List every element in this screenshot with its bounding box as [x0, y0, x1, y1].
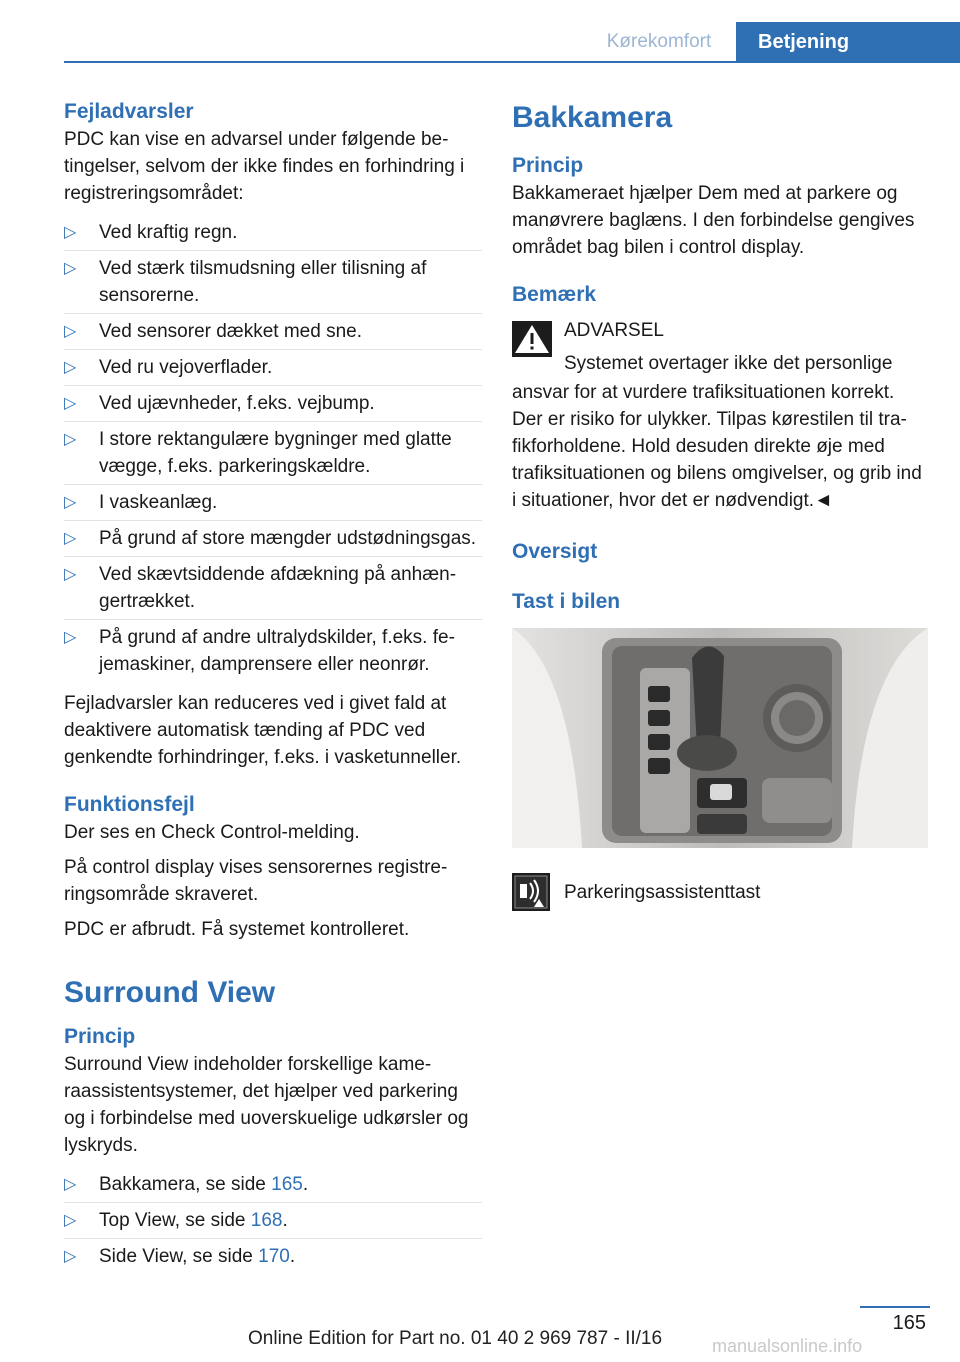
funk-p1: Der ses en Check Control-melding.	[64, 822, 360, 843]
triangle-bullet-icon: ▷	[64, 224, 77, 241]
list-item: ▷ Side View, se side 170.	[64, 1239, 482, 1274]
list-item: ▷ Ved ujævnheder, f.eks. vejbump.	[64, 386, 482, 422]
list-item: ▷ Bakkamera, se side 165.	[64, 1167, 482, 1203]
heading-sv-princip: Princip	[64, 1025, 136, 1048]
warning-block	[512, 317, 930, 514]
list-item: ▷ I vaskeanlæg.	[64, 485, 482, 521]
list-item: ▷ Ved kraftig regn.	[64, 215, 482, 251]
heading-tast-i-bilen: Tast i bilen	[512, 590, 621, 613]
header-tab-korekomfort[interactable]: Kørekomfort	[606, 31, 712, 52]
triangle-bullet-icon: ▷	[64, 629, 77, 646]
fejl-intro: PDC kan vise en advarsel under følgende betingelser, selvom der ikke findes en forhindring i registreringsområdet:	[64, 129, 465, 204]
parking-button-label: Parkeringsassistenttast	[564, 882, 761, 903]
sv-list	[64, 1167, 482, 1274]
parking-assistant-button-icon	[512, 873, 550, 911]
fejl-outro: Fejladvarsler kan reduceres ved i givet fald at deaktivere automatisk tænding af PDC ved genkendte forhindringer, f.eks. i vasketunneller.	[64, 693, 462, 768]
list-item: ▷ Ved ru vejoverflader.	[64, 350, 482, 386]
page-link-165[interactable]: 165	[271, 1174, 303, 1195]
warning-triangle-icon	[512, 321, 552, 357]
list-item: ▷ I store rektangulære bygninger med glatte vægge, f.eks. parkeringskældre.	[64, 422, 482, 485]
triangle-bullet-icon: ▷	[64, 431, 77, 448]
parking-button-row	[512, 873, 930, 915]
warning-first-line: Systemet overtager ikke det personlige	[564, 353, 893, 374]
fejl-list	[64, 215, 482, 682]
triangle-bullet-icon: ▷	[64, 566, 77, 583]
triangle-bullet-icon: ▷	[64, 260, 77, 277]
warning-label: ADVARSEL	[564, 320, 664, 341]
list-item: ▷ Ved stærk tilsmudsning eller tilisning af sensorerne.	[64, 251, 482, 314]
left-column	[64, 98, 482, 1274]
heading-bemaerk: Bemærk	[512, 283, 597, 306]
triangle-bullet-icon: ▷	[64, 1176, 77, 1193]
page-number-rule	[860, 1306, 930, 1308]
center-console-photo	[512, 628, 928, 848]
triangle-bullet-icon: ▷	[64, 395, 77, 412]
triangle-bullet-icon: ▷	[64, 359, 77, 376]
list-item: ▷ Top View, se side 168.	[64, 1203, 482, 1239]
triangle-bullet-icon: ▷	[64, 1212, 77, 1229]
sv-princip-text: Surround View indeholder forskellige kameraassistentsystemer, det hjælper ved parkering og i forbindelse med uoverskuelige udkørsler og lyskryds.	[64, 1054, 469, 1156]
triangle-bullet-icon: ▷	[64, 323, 77, 340]
princip-text: Bakkameraet hjælper Dem med at parkere og manøvrere baglæns. I den forbindelse gengives området bag bilen i control display.	[512, 183, 915, 258]
page-link-168[interactable]: 168	[250, 1210, 283, 1231]
watermark: manualsonline.info	[712, 1336, 863, 1356]
heading-oversigt: Oversigt	[512, 540, 598, 563]
warning-body: ansvar for at vurdere trafiksituationen korrekt. Der er risiko for ulykker. Tilpas kørestilen til trafikforholdene. Hold desuden direkte øje med trafiksituationen og bilens omgivelser, og grib ind i situationer, hvor det er nødvendigt.◄	[512, 382, 922, 511]
list-item: ▷ På grund af andre ultralydskilder, f.eks. fejemaskiner, damprensere eller neonrør.	[64, 620, 482, 682]
right-column	[512, 98, 930, 915]
edition-footer: Online Edition for Part no. 01 40 2 969 787 - II/16	[248, 1328, 663, 1349]
heading-princip: Princip	[512, 154, 584, 177]
triangle-bullet-icon: ▷	[64, 1248, 77, 1265]
triangle-bullet-icon: ▷	[64, 494, 77, 511]
list-item: ▷ På grund af store mængder udstødningsgas.	[64, 521, 482, 557]
heading-funktionsfejl: Funktionsfejl	[64, 793, 195, 816]
page-link-170[interactable]: 170	[258, 1246, 290, 1267]
funk-p3: PDC er afbrudt. Få systemet kontrolleret.	[64, 919, 410, 940]
page-number: 165	[892, 1312, 926, 1334]
header-tab-betjening[interactable]: Betjening	[736, 22, 960, 62]
list-item: ▷ Ved sensorer dækket med sne.	[64, 314, 482, 350]
triangle-bullet-icon: ▷	[64, 530, 77, 547]
list-item: ▷ Ved skævtsiddende afdækning på anhængertrækket.	[64, 557, 482, 620]
funk-p2: På control display vises sensorernes registreringsområde skraveret.	[64, 857, 448, 905]
heading-fejladvarsler: Fejladvarsler	[64, 100, 194, 123]
header-rule	[64, 61, 960, 63]
heading-surround-view: Surround View	[64, 976, 276, 1009]
heading-bakkamera: Bakkamera	[512, 101, 673, 134]
